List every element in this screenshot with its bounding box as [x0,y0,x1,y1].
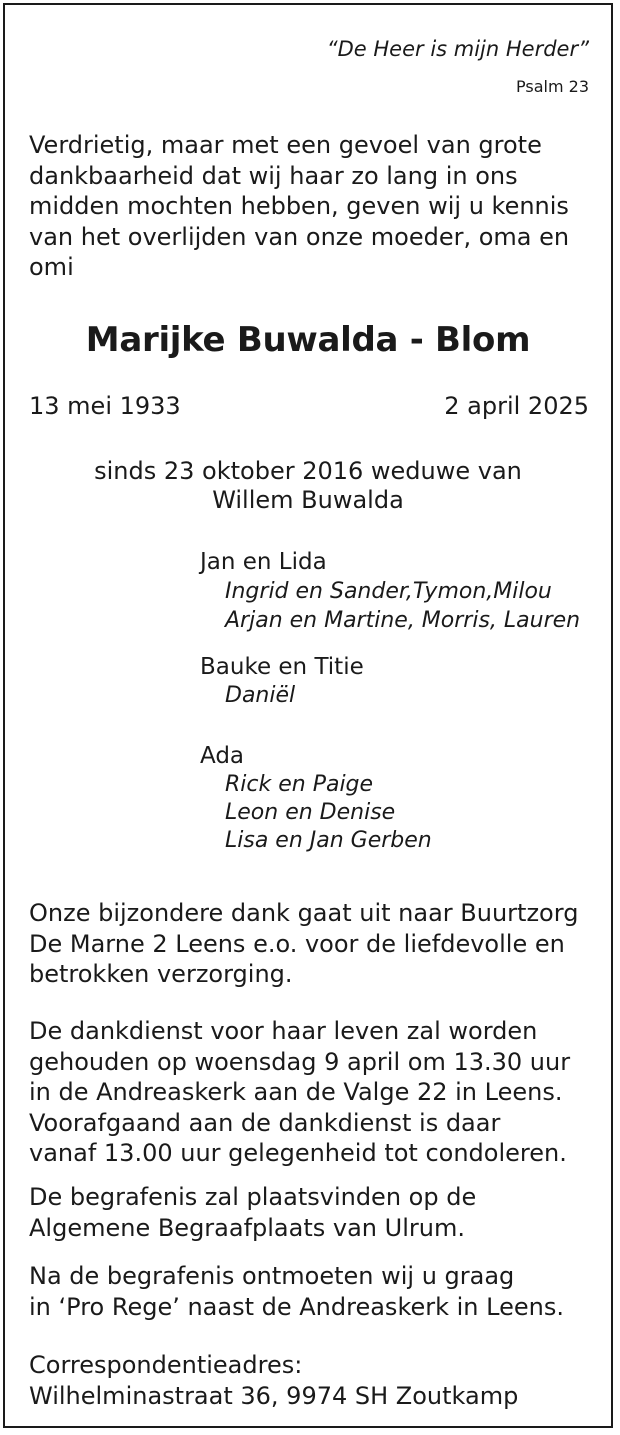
family-child: Ingrid en Sander,Tymon,Milou [225,579,552,604]
service-line: gehouden op woensdag 9 april om 13.30 uur [29,1047,571,1076]
thanks-line: betrokken verzorging. [29,960,293,988]
intro-paragraph [29,130,589,283]
obituary-card [3,3,613,1428]
correspondence-address [29,1350,609,1411]
family-parents: Jan en Lida [200,549,327,575]
birth-date: 13 mei 1933 [29,392,181,420]
address-line: Wilhelminastraat 36, 9974 SH Zoutkamp [29,1381,519,1410]
thanks-line: De Marne 2 Leens e.o. voor de liefdevolle en [29,929,565,958]
family-child: Daniël [225,683,296,708]
service-line: De dankdienst voor haar leven zal worden [29,1017,538,1045]
meeting-paragraph [29,1261,609,1322]
bible-quote: “De Heer is mijn Herder” [326,37,589,61]
intro-line: dankbaarheid dat wij haar zo lang in ons [29,161,518,190]
family-child: Arjan en Martine, Morris, Lauren [225,608,581,633]
thanks-paragraph [29,898,609,990]
intro-line: Verdrietig, maar met een gevoel van grote [29,131,542,159]
burial-line: De begrafenis zal plaatsvinden op de [29,1183,477,1211]
widow-statement [5,457,611,514]
psalm-reference: Psalm 23 [516,77,589,96]
address-line: Correspondentieadres: [29,1351,303,1379]
widow-line: Willem Buwalda [212,485,404,514]
deceased-name: Marijke Buwalda - Blom [85,320,531,360]
burial-paragraph [29,1182,609,1243]
intro-line: van het overlijden van onze moeder, oma en [29,222,570,251]
family-child: Lisa en Jan Gerben [225,828,432,853]
death-date: 2 april 2025 [444,392,589,420]
service-line: vanaf 13.00 uur gelegenheid tot condoleren. [29,1139,567,1167]
meeting-line: in ‘Pro Rege’ naast de Andreaskerk in Leens. [29,1292,564,1321]
family-parents: Bauke en Titie [200,654,364,680]
family-parents: Ada [200,743,245,769]
service-line: in de Andreaskerk aan de Valge 22 in Leens. [29,1078,563,1106]
meeting-line: Na de begrafenis ontmoeten wij u graag [29,1262,515,1290]
family-child: Rick en Paige [225,772,374,797]
service-line: Voorafgaand aan de dankdienst is daar [29,1108,501,1137]
widow-line: sinds 23 oktober 2016 weduwe van [94,457,522,485]
intro-line: omi [29,253,74,281]
burial-line: Algemene Begraafplaats van Ulrum. [29,1213,465,1242]
service-paragraph [29,1016,609,1169]
thanks-line: Onze bijzondere dank gaat uit naar Buurtzorg [29,899,579,927]
intro-line: midden mochten hebben, geven wij u kennis [29,192,569,220]
family-child: Leon en Denise [225,800,396,825]
